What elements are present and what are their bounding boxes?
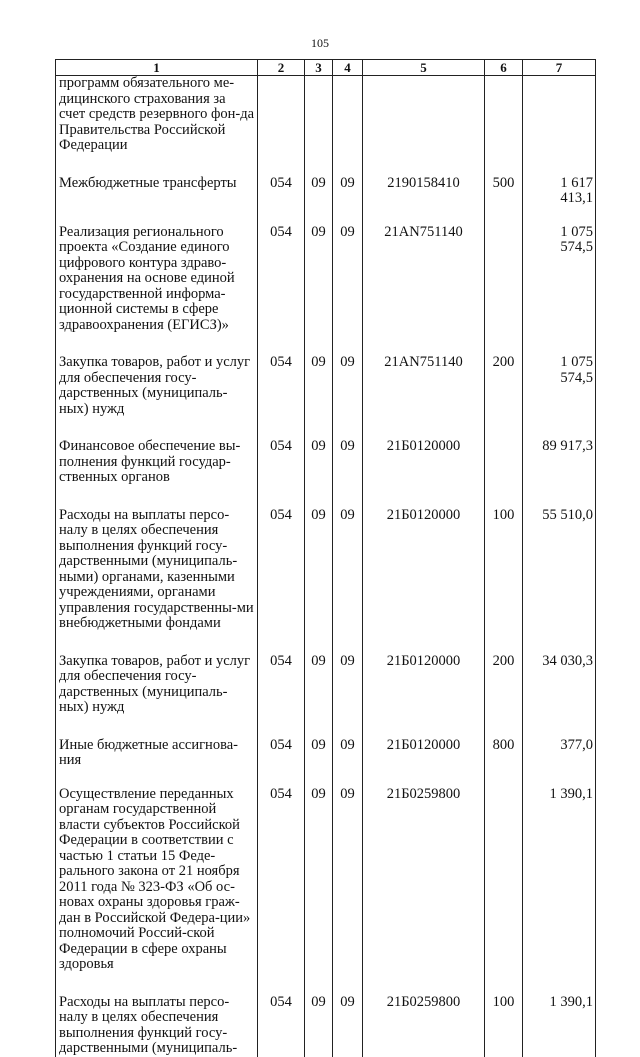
row-name: Расходы на выплаты персо-налу в целях обеспечения выполнения функций госу-дарственными (муниципаль-ными) органами, казенными учреждениями, органами управления государственны-ми внебюджетными фондами [56, 508, 258, 632]
row-subsection: 09 [333, 654, 363, 716]
row-name: Иные бюджетные ассигнова-ния [56, 738, 258, 769]
row-spacer [56, 207, 596, 225]
row-section: 09 [305, 355, 333, 417]
row-section: 09 [305, 654, 333, 716]
row-subsection: 09 [333, 439, 363, 486]
header-col-5: 5 [363, 60, 485, 76]
row-ministry-code [258, 76, 305, 154]
row-ministry-code: 054 [258, 508, 305, 632]
row-amount: 1 075 574,5 [523, 225, 596, 334]
row-expense-type: 200 [485, 355, 523, 417]
header-col-6: 6 [485, 60, 523, 76]
row-section: 09 [305, 176, 333, 207]
row-expense-type: 500 [485, 176, 523, 207]
row-expense-type: 200 [485, 654, 523, 716]
table-row [56, 995, 596, 1057]
table-header [56, 60, 596, 76]
row-spacer [56, 417, 596, 439]
table-row [56, 654, 596, 716]
row-ministry-code: 054 [258, 738, 305, 769]
table-row [56, 439, 596, 486]
row-amount: 1 075 574,5 [523, 355, 596, 417]
row-expense-type [485, 225, 523, 334]
row-target-article: 21АN751140 [363, 355, 485, 417]
row-subsection: 09 [333, 176, 363, 207]
row-amount: 1 390,1 [523, 995, 596, 1057]
row-expense-type: 100 [485, 995, 523, 1057]
row-amount: 1 390,1 [523, 787, 596, 973]
table-body [56, 76, 596, 1057]
row-amount [523, 76, 596, 154]
table-row [56, 738, 596, 769]
row-section: 09 [305, 508, 333, 632]
table-row [56, 76, 596, 154]
row-ministry-code: 054 [258, 355, 305, 417]
row-name: Реализация регионального проекта «Создание единого цифрового контура здраво-охранения на основе единой государственной информа-ционной системы в сфере здравоохранения (ЕГИСЗ)» [56, 225, 258, 334]
row-ministry-code: 054 [258, 176, 305, 207]
row-spacer [56, 973, 596, 995]
row-subsection: 09 [333, 508, 363, 632]
row-target-article: 21АN751140 [363, 225, 485, 334]
table-row [56, 787, 596, 973]
row-target-article: 21Б0259800 [363, 787, 485, 973]
header-col-2: 2 [258, 60, 305, 76]
row-spacer [56, 769, 596, 787]
row-section: 09 [305, 995, 333, 1057]
budget-table [55, 59, 596, 1057]
header-col-3: 3 [305, 60, 333, 76]
row-target-article [363, 76, 485, 154]
row-section: 09 [305, 439, 333, 486]
row-section: 09 [305, 787, 333, 973]
row-amount: 89 917,3 [523, 439, 596, 486]
row-section: 09 [305, 738, 333, 769]
row-expense-type: 100 [485, 508, 523, 632]
table-row [56, 225, 596, 334]
row-spacer [56, 716, 596, 738]
row-target-article: 21Б0120000 [363, 508, 485, 632]
row-target-article: 21Б0259800 [363, 995, 485, 1057]
row-name: Межбюджетные трансферты [56, 176, 258, 207]
row-subsection: 09 [333, 355, 363, 417]
row-expense-type [485, 439, 523, 486]
row-subsection: 09 [333, 787, 363, 973]
row-section [305, 76, 333, 154]
row-name: Закупка товаров, работ и услуг для обеспечения госу-дарственных (муниципаль-ных) нужд [56, 654, 258, 716]
row-target-article: 21Б0120000 [363, 654, 485, 716]
row-amount: 34 030,3 [523, 654, 596, 716]
row-name: Осуществление переданных органам государственной власти субъектов Российской Федерации в соответствии с частью 1 статьи 15 Феде-рального закона от 21 ноября 2011 года № 323-ФЗ «Об ос-новах охраны здоровья граж-дан в Российской Федера-ции» полномочий Россий-ской Федерации в сфере охраны здоровья [56, 787, 258, 973]
row-ministry-code: 054 [258, 225, 305, 334]
row-ministry-code: 054 [258, 787, 305, 973]
row-target-article: 2190158410 [363, 176, 485, 207]
row-spacer [56, 333, 596, 355]
table-row [56, 176, 596, 207]
row-name: программ обязательного ме-дицинского страхования за счет средств резервного фон-да Правительства Российской Федерации [56, 76, 258, 154]
page-number: 105 [311, 36, 329, 50]
row-amount: 55 510,0 [523, 508, 596, 632]
header-row [56, 60, 596, 76]
row-subsection: 09 [333, 738, 363, 769]
header-col-7: 7 [523, 60, 596, 76]
row-amount: 377,0 [523, 738, 596, 769]
row-spacer [56, 154, 596, 176]
row-expense-type [485, 787, 523, 973]
row-expense-type: 800 [485, 738, 523, 769]
table-row [56, 508, 596, 632]
row-name: Закупка товаров, работ и услуг для обеспечения госу-дарственных (муниципаль-ных) нужд [56, 355, 258, 417]
row-ministry-code: 054 [258, 654, 305, 716]
row-target-article: 21Б0120000 [363, 738, 485, 769]
row-name: Финансовое обеспечение вы-полнения функций государ-ственных органов [56, 439, 258, 486]
row-ministry-code: 054 [258, 995, 305, 1057]
row-name: Расходы на выплаты персо-налу в целях обеспечения выполнения функций госу-дарственными (муниципаль- [56, 995, 258, 1057]
row-ministry-code: 054 [258, 439, 305, 486]
row-subsection: 09 [333, 225, 363, 334]
header-col-4: 4 [333, 60, 363, 76]
row-subsection: 09 [333, 995, 363, 1057]
row-spacer [56, 486, 596, 508]
row-subsection [333, 76, 363, 154]
row-amount: 1 617 413,1 [523, 176, 596, 207]
table-row [56, 355, 596, 417]
row-target-article: 21Б0120000 [363, 439, 485, 486]
row-spacer [56, 632, 596, 654]
row-section: 09 [305, 225, 333, 334]
row-expense-type [485, 76, 523, 154]
header-col-1: 1 [56, 60, 258, 76]
